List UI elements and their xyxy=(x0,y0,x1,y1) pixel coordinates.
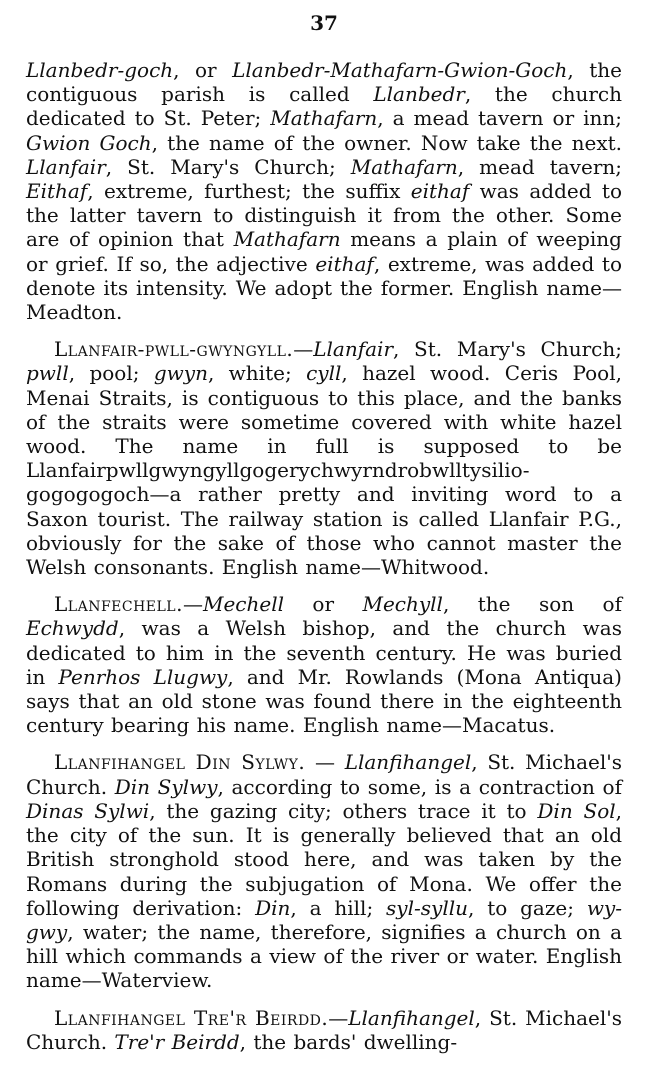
italic-term: syl-syllu xyxy=(386,895,468,920)
paragraph-llanfair-pwll-gwyngyll xyxy=(26,337,622,579)
text-run: , the bards' dwelling- xyxy=(239,1029,458,1054)
text-run: , and Mr. Rowlands (Mona Antiqua) says that an old stone was found there in the eighteenth century bearing his name. English name—Macatus. xyxy=(26,664,622,738)
italic-term: Mathafarn xyxy=(350,154,458,179)
italic-term: Dinas Sylwi xyxy=(26,798,150,823)
text-run: , the name of the owner. Now take the next. xyxy=(151,130,622,155)
book-page xyxy=(26,10,622,1054)
text-run: — xyxy=(182,592,203,617)
italic-term: Mechell xyxy=(202,592,284,617)
italic-term: Echwydd xyxy=(26,616,119,641)
text-run: , the contiguous parish is called xyxy=(26,58,622,107)
text-run: , St. Michael's Church. xyxy=(26,750,623,799)
text-run: , St. Mary's Church; xyxy=(393,337,622,362)
text-run: , was a Welsh bishop, and the church was dedicated to him in the seventh century. He was buried in xyxy=(26,616,622,689)
italic-term: eithaf xyxy=(315,251,374,276)
paragraph-llanfihangel-din-sylwy xyxy=(26,750,622,992)
entry-heading: Llanfihangel Din Sylwy. xyxy=(54,750,306,775)
text-run: , extreme, furthest; the suffix xyxy=(87,179,411,204)
text-run: , the son of xyxy=(442,592,622,617)
italic-term: cyll xyxy=(306,361,342,386)
entry-heading: Llanfair-pwll-gwyngyll. xyxy=(54,337,294,362)
italic-term: Tre'r Beirdd xyxy=(114,1029,240,1054)
text-run: , hazel wood. Ceris Pool, Menai Straits, is contiguous to this place, and the banks of the straits were sometime covered with white hazel wood. The name in full is supposed to be Llanfairpwllgwyngyllgogerychwyrndrobwlltysiliogogogogoch—a rather pretty and inviting word to a Saxon tourist. The railway station is called Llanfair P.G., obviously for the sake of those who cannot master the Welsh consonants. English name—Whitwood. xyxy=(26,361,622,580)
text-run: , the city of the sun. It is generally believed that an old British stronghold stood here, and was taken by the Romans during the subjugation of Mona. We offer the following derivation: xyxy=(26,798,622,920)
italic-term: Eithaf xyxy=(26,179,88,204)
italic-term: Din Sylwy xyxy=(114,774,218,799)
text-run: , white; xyxy=(207,361,307,386)
text-run: was added to the latter tavern to distinguish it from the other. Some are of opinion that xyxy=(26,179,622,252)
italic-term: Penrhos Llugwy xyxy=(58,664,228,689)
entry-heading: Llanfechell. xyxy=(54,592,183,617)
text-run: , or xyxy=(173,58,233,82)
italic-term: eithaf xyxy=(410,179,470,204)
italic-term: wy-gwy xyxy=(26,895,622,944)
page-number: 37 xyxy=(310,11,338,35)
text-run: , according to some, is a contraction of xyxy=(217,774,622,799)
italic-term: Llanfihangel xyxy=(344,750,472,775)
text-run: , mead tavern; xyxy=(457,154,622,179)
italic-term: Mathafarn xyxy=(270,106,378,131)
text-run: — xyxy=(305,750,345,775)
text-run: , St. Michael's Church. xyxy=(26,1005,622,1054)
italic-term: gwyn xyxy=(153,361,208,386)
text-run: means a plain of weeping or grief. If so, the adjective xyxy=(26,227,622,276)
italic-term: Din Sol xyxy=(537,798,616,823)
italic-term: Llanfair xyxy=(26,154,106,179)
text-run: — xyxy=(293,337,314,362)
text-run: , to gaze; xyxy=(468,895,587,920)
paragraph-llanfihangel-trer-beirdd xyxy=(26,1006,622,1054)
italic-term: Llanbedr-Mathafarn-Gwion-Goch xyxy=(232,58,568,82)
text-run: , pool; xyxy=(68,361,154,386)
text-run: or xyxy=(284,592,363,617)
italic-term: Din xyxy=(255,895,291,920)
text-run: , the gazing city; others trace it to xyxy=(149,798,538,823)
italic-term: Mathafarn xyxy=(233,227,341,252)
italic-term: Llanfihangel xyxy=(348,1005,475,1030)
text-run: , St. Mary's Church; xyxy=(105,154,351,179)
text-run: , a hill; xyxy=(290,895,387,920)
paragraph-llanfechell xyxy=(26,592,622,737)
text-run: — xyxy=(328,1005,349,1030)
italic-term: pwll xyxy=(26,361,69,386)
text-run: , a mead tavern or inn; xyxy=(377,106,623,131)
text-run: , the church dedicated to St. Peter; xyxy=(26,82,622,131)
text-run: , water; the name, therefore, signifies a church on a hill which commands a view of the river or water. English name—Waterview. xyxy=(26,919,622,993)
entry-heading: Llanfihangel Tre'r Beirdd. xyxy=(54,1005,329,1030)
text-run: , extreme, was added to denote its intensity. We adopt the former. English name—Meadton. xyxy=(26,251,623,325)
italic-term: Llanbedr xyxy=(373,82,465,107)
paragraph-llanbedr-goch xyxy=(26,58,622,324)
italic-term: Mechyll xyxy=(362,592,443,617)
italic-term: Llanfair xyxy=(313,337,393,362)
italic-term: Llanbedr-goch xyxy=(26,58,174,82)
italic-term: Gwion Goch xyxy=(26,130,152,155)
